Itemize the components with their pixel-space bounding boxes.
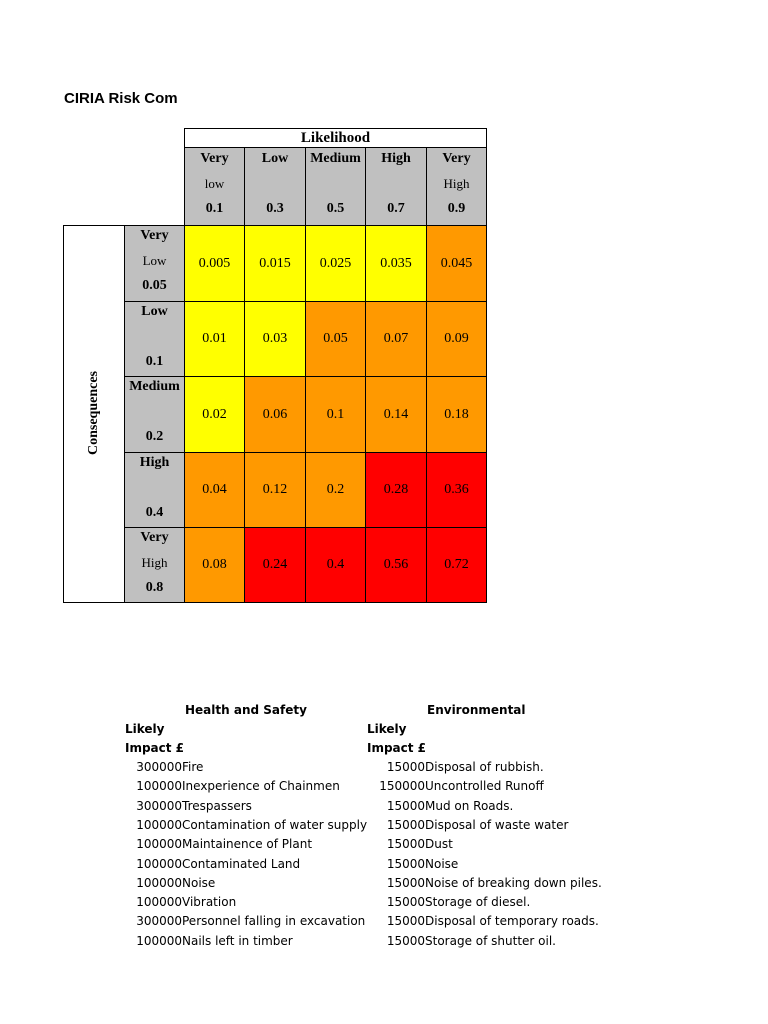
risk-cell: 0.08 bbox=[184, 527, 245, 603]
row-label: Very bbox=[140, 530, 169, 545]
risk-description: Nails left in timber bbox=[182, 933, 293, 948]
consequence-row-header bbox=[124, 301, 185, 377]
risk-cell: 0.005 bbox=[184, 225, 245, 302]
likelihood-column-header bbox=[244, 147, 306, 226]
risk-description: Dust bbox=[425, 837, 453, 852]
environmental-title: Environmental bbox=[427, 703, 526, 717]
risk-cell: 0.28 bbox=[365, 452, 427, 528]
risk-cell: 0.56 bbox=[365, 527, 427, 603]
risk-cell: 0.035 bbox=[365, 225, 427, 302]
column-value: 0.3 bbox=[266, 201, 284, 216]
risk-description: Storage of shutter oil. bbox=[425, 933, 556, 948]
risk-description: Noise of breaking down piles. bbox=[425, 875, 602, 890]
environmental-item bbox=[379, 837, 453, 851]
impact-value: 100000 bbox=[136, 933, 182, 948]
impact-value: 15000 bbox=[386, 837, 425, 852]
health-safety-item bbox=[136, 760, 203, 774]
risk-cell: 0.025 bbox=[305, 225, 366, 302]
impact-value: 150000 bbox=[379, 779, 425, 794]
risk-description: Personnel falling in excavation bbox=[182, 914, 366, 929]
risk-cell: 0.14 bbox=[365, 376, 427, 453]
likelihood-column-header bbox=[305, 147, 366, 226]
likelihood-column-header bbox=[426, 147, 487, 226]
column-label: Very bbox=[200, 151, 229, 166]
row-label: High bbox=[139, 455, 170, 470]
health-safety-item bbox=[136, 934, 293, 948]
row-label: Very bbox=[140, 228, 169, 243]
column-label-2: low bbox=[204, 176, 225, 191]
health-safety-item bbox=[136, 914, 365, 928]
row-label: Low bbox=[141, 304, 168, 319]
consequence-row-header bbox=[124, 376, 185, 453]
risk-description: Mud on Roads. bbox=[425, 798, 514, 813]
likelihood-column-header bbox=[365, 147, 427, 226]
risk-description: Contaminated Land bbox=[182, 856, 301, 871]
likelihood-header: Likelihood bbox=[184, 128, 487, 148]
column-label: Very bbox=[442, 151, 471, 166]
environmental-item bbox=[379, 818, 568, 832]
column-label: Low bbox=[261, 151, 289, 166]
impact-value: 300000 bbox=[136, 798, 182, 813]
risk-cell: 0.36 bbox=[426, 452, 487, 528]
health-safety-item bbox=[136, 837, 312, 851]
risk-cell: 0.02 bbox=[184, 376, 245, 453]
health-safety-item bbox=[136, 895, 236, 909]
environmental-item bbox=[379, 760, 544, 774]
risk-cell: 0.1 bbox=[305, 376, 366, 453]
risk-cell: 0.24 bbox=[244, 527, 306, 603]
risk-cell: 0.03 bbox=[244, 301, 306, 377]
risk-description: Noise bbox=[182, 875, 216, 890]
risk-description: Inexperience of Chainmen bbox=[182, 779, 340, 794]
risk-description: Noise bbox=[425, 856, 459, 871]
row-value: 0.8 bbox=[145, 580, 164, 595]
impact-value: 100000 bbox=[136, 779, 182, 794]
risk-description: Contamination of water supply bbox=[182, 817, 368, 832]
column-value: 0.9 bbox=[447, 201, 466, 216]
environmental-impact-label: Impact £ bbox=[367, 741, 427, 755]
impact-value: 100000 bbox=[136, 837, 182, 852]
health-safety-item bbox=[136, 857, 300, 871]
likelihood-column-header bbox=[184, 147, 245, 226]
risk-cell: 0.01 bbox=[184, 301, 245, 377]
environmental-item bbox=[379, 799, 513, 813]
risk-description: Trespassers bbox=[182, 798, 252, 813]
page-title: CIRIA Risk Com bbox=[64, 90, 178, 107]
impact-value: 15000 bbox=[386, 760, 425, 774]
environmental-item bbox=[379, 914, 599, 928]
risk-cell: 0.015 bbox=[244, 225, 306, 302]
row-value: 0.05 bbox=[142, 278, 167, 293]
consequences-label: Consequences bbox=[86, 370, 101, 456]
column-label-2: High bbox=[443, 176, 470, 191]
consequence-row-header bbox=[124, 452, 185, 528]
row-value: 0.4 bbox=[145, 505, 164, 520]
risk-description: Disposal of rubbish. bbox=[425, 760, 544, 774]
impact-value: 100000 bbox=[136, 895, 182, 910]
risk-cell: 0.2 bbox=[305, 452, 366, 528]
impact-value: 15000 bbox=[386, 895, 425, 910]
health-safety-item bbox=[136, 876, 215, 890]
impact-value: 300000 bbox=[136, 914, 182, 929]
risk-description: Uncontrolled Runoff bbox=[425, 779, 544, 794]
impact-value: 100000 bbox=[136, 856, 182, 871]
risk-description: Storage of diesel. bbox=[425, 895, 531, 910]
health-safety-likely-label: Likely bbox=[125, 722, 165, 736]
environmental-likely-label: Likely bbox=[367, 722, 407, 736]
risk-description: Disposal of temporary roads. bbox=[425, 914, 599, 929]
risk-cell: 0.09 bbox=[426, 301, 487, 377]
risk-cell: 0.06 bbox=[244, 376, 306, 453]
column-value: 0.5 bbox=[326, 201, 345, 216]
impact-value: 15000 bbox=[386, 856, 425, 871]
column-label: High bbox=[381, 151, 411, 166]
risk-cell: 0.07 bbox=[365, 301, 427, 377]
row-label-2: Low bbox=[142, 253, 167, 268]
health-safety-title: Health and Safety bbox=[185, 703, 307, 717]
consequence-row-header bbox=[124, 527, 185, 603]
risk-cell: 0.04 bbox=[184, 452, 245, 528]
consequence-row-header bbox=[124, 225, 185, 302]
health-safety-impact-label: Impact £ bbox=[125, 741, 185, 755]
column-label: Medium bbox=[310, 151, 361, 166]
environmental-item bbox=[379, 779, 544, 793]
impact-value: 100000 bbox=[136, 875, 182, 890]
risk-cell: 0.05 bbox=[305, 301, 366, 377]
environmental-item bbox=[379, 857, 458, 871]
risk-cell: 0.12 bbox=[244, 452, 306, 528]
health-safety-item bbox=[136, 799, 252, 813]
impact-value: 300000 bbox=[136, 760, 182, 774]
health-safety-item bbox=[136, 779, 340, 793]
risk-cell: 0.72 bbox=[426, 527, 487, 603]
row-value: 0.1 bbox=[145, 354, 164, 369]
risk-cell: 0.045 bbox=[426, 225, 487, 302]
risk-description: Disposal of waste water bbox=[425, 817, 569, 832]
environmental-item bbox=[379, 934, 556, 948]
row-label-2: High bbox=[141, 555, 168, 570]
environmental-item bbox=[379, 895, 530, 909]
impact-value: 15000 bbox=[386, 817, 425, 832]
row-label: Medium bbox=[129, 379, 180, 394]
column-value: 0.7 bbox=[387, 201, 405, 216]
risk-cell: 0.4 bbox=[305, 527, 366, 603]
risk-cell: 0.18 bbox=[426, 376, 487, 453]
impact-value: 15000 bbox=[386, 914, 425, 929]
health-safety-item bbox=[136, 818, 367, 832]
impact-value: 15000 bbox=[386, 798, 425, 813]
impact-value: 15000 bbox=[386, 875, 425, 890]
impact-value: 100000 bbox=[136, 817, 182, 832]
risk-description: Vibration bbox=[182, 895, 237, 910]
row-value: 0.2 bbox=[145, 429, 164, 444]
risk-description: Maintainence of Plant bbox=[182, 837, 313, 852]
environmental-item bbox=[379, 876, 602, 890]
column-value: 0.1 bbox=[205, 201, 224, 216]
impact-value: 15000 bbox=[386, 933, 425, 948]
risk-description: Fire bbox=[182, 760, 204, 774]
